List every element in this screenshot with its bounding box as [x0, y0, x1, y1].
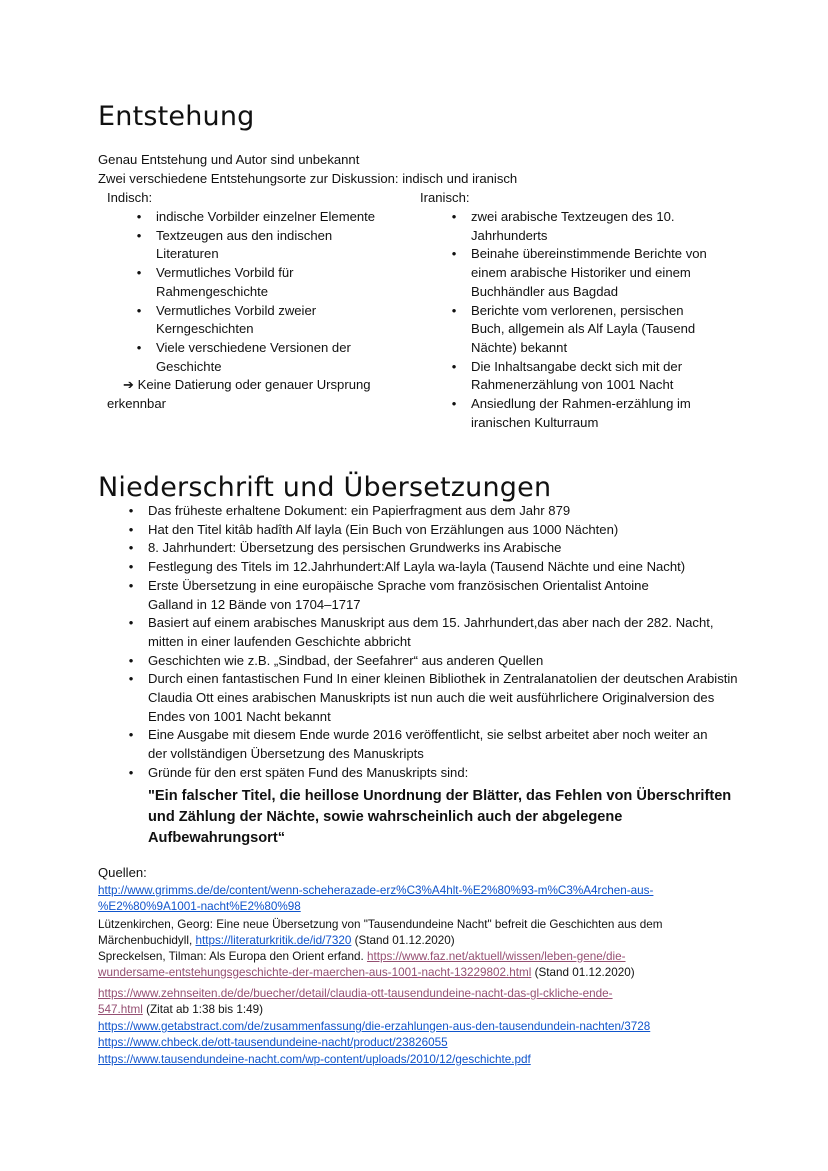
list-item	[136, 302, 391, 339]
list-item-text: Basiert auf einem arabisches Manuskript aus dem 15. Jahrhundert,das aber nach der 282. Nacht, mitten in einer laufenden Geschichte abbricht	[148, 615, 714, 649]
indisch-label: Indisch:	[107, 190, 153, 205]
source-link[interactable]: http://www.grimms.de/de/content/wenn-scheherazade-erz%C3%A4hlt-%E2%80%93-m%C3%A4rchen-aus-	[98, 884, 654, 897]
source-text: Spreckelsen, Tilman: Als Europa den Orient erfand.	[98, 950, 367, 963]
list-item	[136, 227, 391, 264]
bullet-icon: •	[128, 540, 134, 556]
list-item-text: indische Vorbilder einzelner Elemente	[156, 209, 376, 224]
list-item-text: Die Inhaltsangabe deckt sich mit der Rahmenerzählung von 1001 Nacht	[471, 358, 683, 393]
source-3	[98, 949, 738, 980]
list-item	[451, 208, 711, 245]
list-item	[451, 302, 711, 358]
source-link[interactable]: https://www.tausendundeine-nacht.com/wp-content/uploads/2010/12/geschichte.pdf	[98, 1053, 531, 1066]
list-item-text: Erste Übersetzung in eine europäische Sprache vom französischen Orientalist Antoine Galland in 12 Bände von 1704–1717	[148, 577, 649, 612]
list-item	[128, 764, 738, 783]
list-item-text: Beinahe übereinstimmende Berichte von einem arabische Historiker und einem Buchhändler aus Bagdad	[471, 246, 707, 299]
bullet-icon: •	[128, 727, 134, 743]
list-item-text: Hat den Titel kitâb hadîth Alf layla (Ein Buch von Erzählungen aus 1000 Nächten)	[148, 521, 619, 537]
bullet-icon: •	[128, 615, 134, 631]
list-item-text: Geschichten wie z.B. „Sindbad, der Seefahrer“ aus anderen Quellen	[148, 652, 544, 668]
source-date: (Stand 01.12.2020)	[531, 965, 635, 979]
bullet-icon: •	[136, 227, 142, 243]
source-1	[98, 883, 738, 914]
source-link[interactable]: %E2%80%9A1001-nacht%E2%80%98	[98, 899, 301, 913]
list-item-text: Gründe für den erst späten Fund des Manuskripts sind:	[148, 764, 469, 780]
list-item-text: Das früheste erhaltene Dokument: ein Papierfragment aus dem Jahr 879	[148, 503, 571, 518]
bullet-icon: •	[136, 302, 142, 318]
intro-line-2: Zwei verschiedene Entstehungsorte zur Diskussion: indisch und iranisch	[98, 171, 518, 186]
source-link[interactable]: wundersame-entstehungsgeschichte-der-maerchen-aus-1001-nacht-13229802.html	[98, 965, 532, 979]
source-link[interactable]: https://www.faz.net/aktuell/wissen/leben-gene/die-	[366, 950, 626, 963]
sources-label: Quellen:	[98, 865, 147, 880]
bullet-icon: •	[451, 246, 457, 262]
list-item-text: Vermutliches Vorbild für Rahmengeschichte	[156, 265, 294, 299]
intro-line-1: Genau Entstehung und Autor sind unbekannt	[98, 152, 360, 167]
source-link[interactable]: https://www.getabstract.com/de/zusammenfassung/die-erzahlungen-aus-den-tausendundein-nachten/3728	[98, 1020, 651, 1033]
list-item-text: 8. Jahrhundert: Übersetzung des persischen Grundwerks ins Arabische	[148, 540, 562, 556]
source-2	[98, 917, 738, 948]
list-item-text: Ansiedlung der Rahmen-erzählung im iranischen Kulturraum	[471, 396, 691, 430]
source-5	[98, 1019, 738, 1035]
source-link[interactable]: 547.html	[98, 1002, 143, 1016]
list-item-text: Textzeugen aus den indischen Literaturen	[156, 227, 333, 262]
list-item-text: Viele verschiedene Versionen der Geschichte	[156, 339, 351, 374]
bullet-icon: •	[451, 396, 457, 412]
list-item	[128, 670, 738, 726]
list-item	[451, 395, 711, 432]
indisch-conclusion	[107, 376, 397, 413]
list-item	[128, 577, 688, 614]
list-item-text: zwei arabische Textzeugen des 10. Jahrhunderts	[471, 209, 675, 243]
bullet-icon: •	[128, 652, 134, 668]
list-item	[128, 726, 708, 763]
list-item-text: Berichte vom verlorenen, persischen Buch, allgemein als Alf Layla (Tausend Nächte) bekannt	[471, 302, 696, 355]
bullet-icon: •	[128, 521, 134, 537]
source-link[interactable]: https://literaturkritik.de/id/7320	[195, 933, 352, 947]
list-item	[128, 558, 738, 577]
source-6	[98, 1035, 738, 1051]
source-7	[98, 1052, 738, 1068]
list-item	[128, 652, 738, 671]
list-item	[136, 339, 391, 376]
list-item-text: Vermutliches Vorbild zweier Kerngeschichten	[156, 302, 317, 337]
conclusion-text: Keine Datierung oder genauer Ursprung erkennbar	[107, 377, 371, 411]
heading-niederschrift: Niederschrift und Übersetzungen	[98, 472, 552, 503]
bullet-icon: •	[128, 503, 134, 518]
source-text: Märchenbuchidyll,	[98, 933, 196, 947]
list-item-text: Eine Ausgabe mit diesem Ende wurde 2016 veröffentlicht, sie selbst arbeitet aber noch weiter an der vollständigen Übersetzung des Manuskripts	[148, 727, 708, 762]
bullet-icon: •	[128, 671, 134, 687]
list-item	[128, 614, 718, 651]
source-4	[98, 986, 738, 1017]
indisch-list	[136, 208, 391, 376]
list-item	[128, 502, 738, 521]
niederschrift-list	[128, 502, 738, 849]
bullet-icon: •	[136, 209, 142, 224]
source-text: Lützenkirchen, Georg: Eine neue Übersetzung von "Tausendundeine Nacht" befreit die Geschichten aus dem	[98, 918, 663, 931]
quote: "Ein falscher Titel, die heillose Unordnung der Blätter, das Fehlen von Überschriften und Zählung der Nächte, sowie wahrscheinlich auch der abgelegene Aufbewahrungsort“	[148, 787, 732, 846]
list-item	[128, 539, 738, 558]
bullet-icon: •	[451, 358, 457, 374]
list-item	[136, 208, 391, 227]
list-item	[451, 358, 711, 395]
source-link[interactable]: https://www.zehnseiten.de/de/buecher/detail/claudia-ott-tausendundeine-nacht-das-gl-ckliche-ende-	[98, 987, 613, 1000]
bullet-icon: •	[451, 209, 457, 224]
bullet-icon: •	[136, 339, 142, 355]
source-link[interactable]: https://www.chbeck.de/ott-tausendundeine-nacht/product/23826055	[98, 1036, 448, 1049]
list-item	[451, 245, 711, 301]
list-item	[136, 264, 391, 301]
iranisch-label: Iranisch:	[420, 190, 470, 205]
bullet-icon: •	[451, 302, 457, 318]
list-item-text: Festlegung des Titels im 12.Jahrhundert:Alf Layla wa-layla (Tausend Nächte und eine Nacht)	[148, 559, 686, 575]
bullet-icon: •	[128, 764, 134, 780]
bullet-icon: •	[136, 265, 142, 281]
iranisch-list	[451, 208, 711, 432]
list-item-text: Durch einen fantastischen Fund In einer kleinen Bibliothek in Zentralanatolien der deutschen Arabistin Claudia Ott eines arabischen Manuskripts ist nun auch die weit ausführlichere Originalversion des Endes von 1001 Nacht bekannt	[148, 671, 738, 724]
list-item	[128, 521, 738, 540]
bullet-icon: •	[128, 559, 134, 575]
heading-entstehung: Entstehung	[98, 101, 255, 132]
arrow-right-icon: ➔	[123, 377, 134, 392]
source-note: (Zitat ab 1:38 bis 1:49)	[142, 1002, 264, 1016]
source-date: (Stand 01.12.2020)	[351, 933, 455, 947]
bullet-icon: •	[128, 577, 134, 593]
